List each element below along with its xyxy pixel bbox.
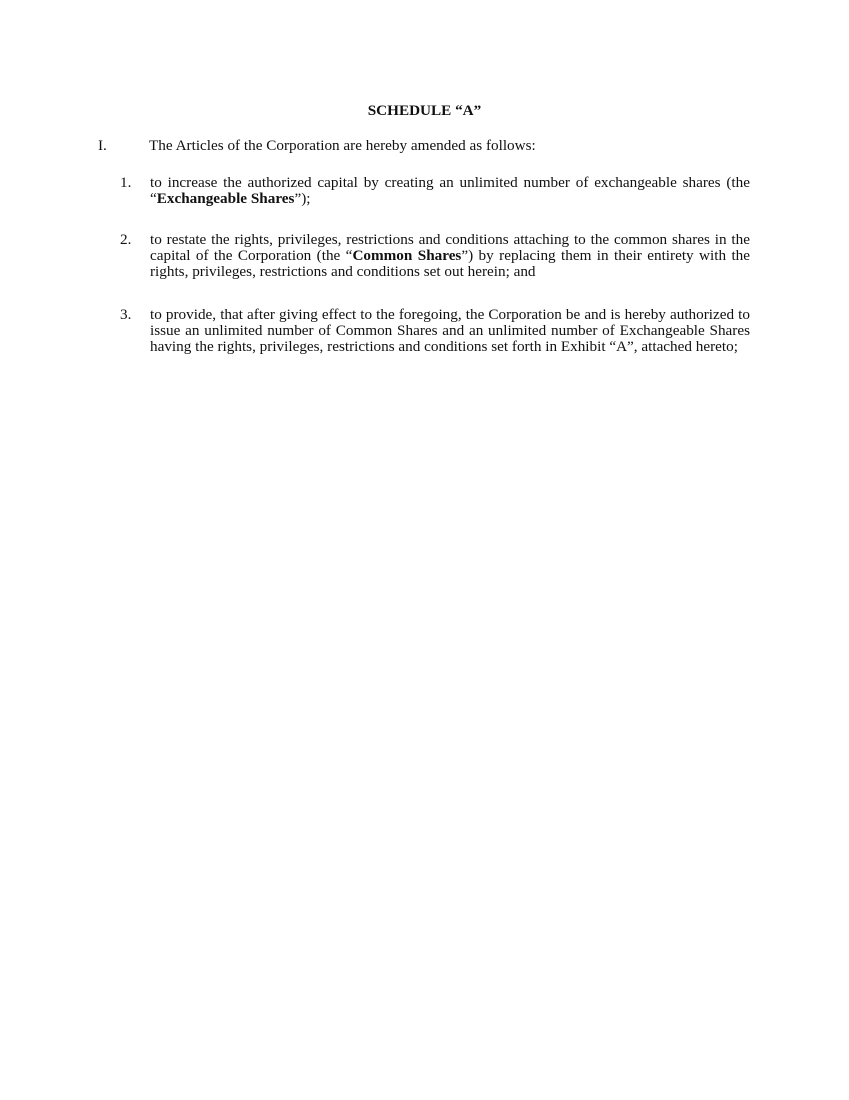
list-item-text: to provide, that after giving effect to the foregoing, the Corporation be and is hereby authorized to issue an unlimited number of Common Shares and an unlimited number of Exchangeable Shares having the rights, privileges, restrictions and conditions set forth in Exhibit “A”, attached hereto; (150, 306, 750, 355)
list-item-number: 1. (120, 174, 132, 191)
list-item-text-before: to increase the authorized capital by creating an unlimited number of exchangeable shares (the “ (150, 174, 750, 207)
list-item-text-before: to restate the rights, privileges, restrictions and conditions attaching to the common shares in the capital of the Corporation (the “ (150, 231, 750, 264)
list-item-number: 3. (120, 306, 132, 323)
section-text: The Articles of the Corporation are hereby amended as follows: (149, 137, 536, 154)
list-item-text-after: ”); (294, 190, 311, 207)
list-item-text-after: ”) by replacing them in their entirety with the rights, privileges, restrictions and conditions set out herein; and (150, 247, 750, 280)
section-number: I. (98, 137, 107, 154)
defined-term-exchangeable-shares: Exchangeable Shares (156, 190, 295, 207)
list-item-text (150, 232, 750, 280)
list-item-text (150, 175, 750, 207)
list-item-number: 2. (120, 231, 132, 248)
schedule-title: SCHEDULE “A” (367, 102, 482, 119)
defined-term-common-shares: Common Shares (352, 247, 462, 264)
